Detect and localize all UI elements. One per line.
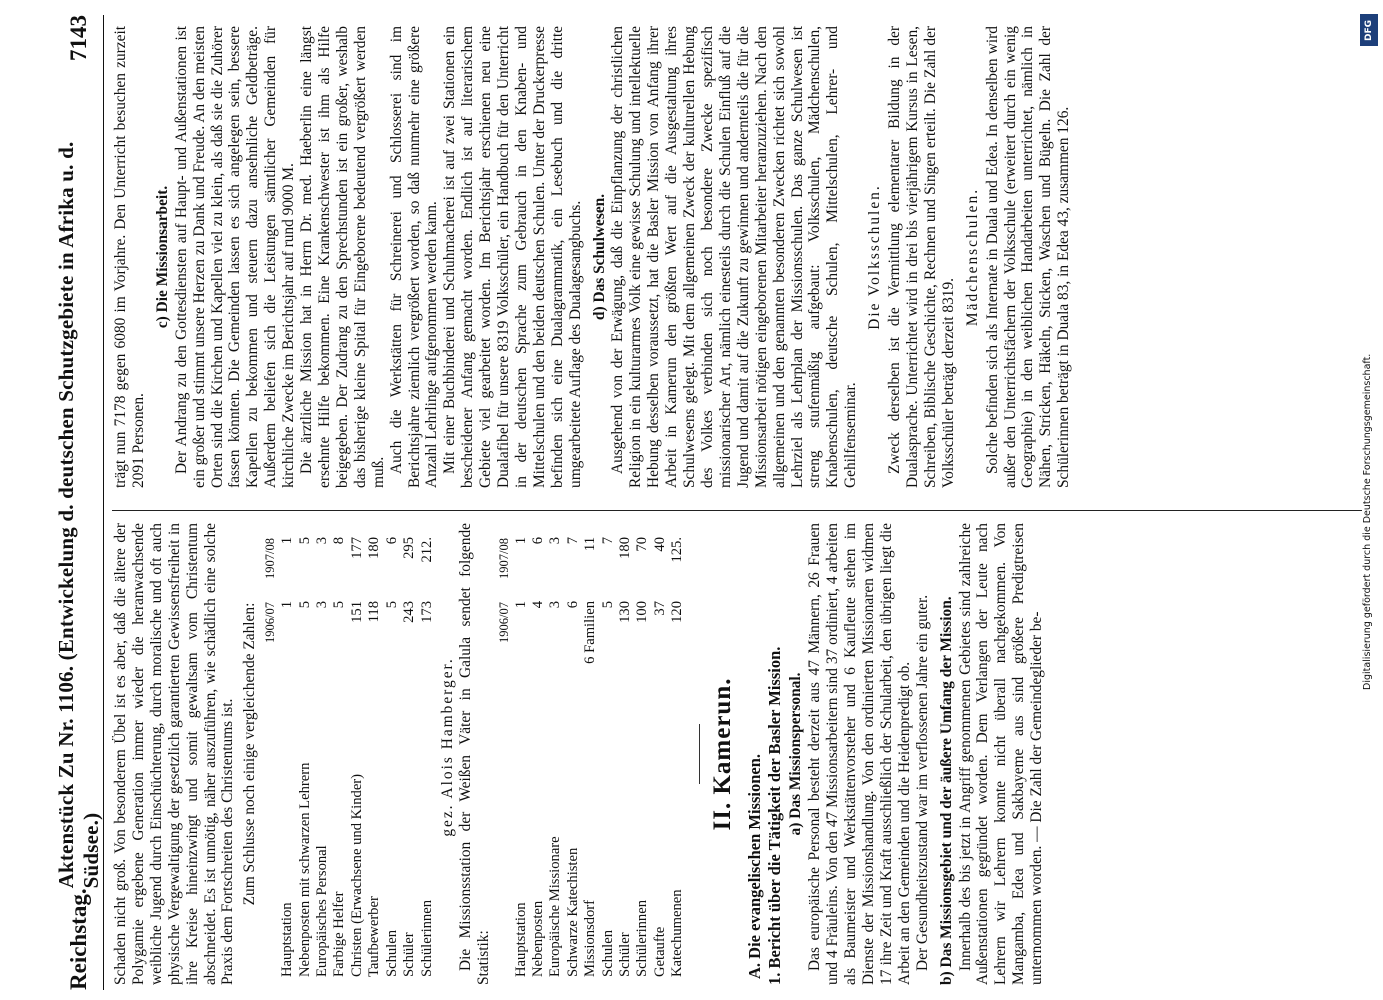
signature: gez. Alois Hamberger. [438, 657, 456, 837]
table-row: Schüler 130 180 [617, 537, 634, 977]
table-header: 1906/07 [496, 602, 511, 643]
header-left: Reichstag. [66, 888, 91, 990]
left-column [112, 523, 1046, 985]
subheading: a) Das Missionspersonal. [787, 672, 805, 836]
subheading: Die Volksschulen. [866, 184, 884, 330]
paragraph: Zum Schlusse noch einige vergleichende Zahlen: [241, 602, 259, 906]
page-header [55, 15, 104, 990]
paragraph: Solche befinden sich als Internate in Duala und Edea. In denselben wird außer den Unterrichtsfächern der Volksschule (erweitert durch ein wenig Geographie) in den weiblichen Handarbeiten unterrichtet, nämlich in Nähen, Stricken, Häkeln, Sticken, Waschen und Bügeln. Die Zahl der Schülerinnen beträgt in Duala 83, in Edea 43, zusammen 126. [983, 26, 1073, 488]
table-row: Schülerinnen 100 70 [634, 537, 651, 977]
table-row: Taufbewerber 118 180 [366, 537, 383, 977]
paragraph: Der Gesundheitszustand war im verflossenen Jahre ein guter. [913, 594, 931, 971]
table-row: Farbige Helfer 5 8 [331, 537, 348, 977]
table-header: 1906/07 [263, 602, 278, 643]
table-row: Katechumenen 120 125. [669, 537, 686, 977]
paragraph: Auch die Werkstätten für Schreinerei und Schlosserei sind im Berichtsjahre ziemlich vergrößert worden, so daß nunmehr eine größere Anzahl Lehrlinge aufgenommen werden kann. [387, 26, 441, 488]
right-column [112, 26, 1073, 488]
paragraph: Zweck derselben ist die Vermittlung elementarer Bildung in der Dualasprache. Unterrichtet wird in drei bis vierjährigem Kursus in Lesen, Schreiben, Biblische Geschichte, Rechnen und Singen erteilt. Die Zahl der Volksschüler beträgt derzeit 8319. [886, 26, 957, 488]
subheading: b) Das Missionsgebiet und der äußere Umfang der Mission. [937, 596, 955, 985]
separator [699, 724, 700, 784]
digitization-credit [1359, 10, 1379, 990]
table-header: 1907/08 [263, 538, 278, 579]
table-row: Christen (Erwachsene und Kinder) 151 177 [348, 537, 365, 977]
paragraph: trägt nun 7178 gegen 6080 im Vorjahre. Den Unterricht besuchen zurzeit 2091 Personen. [112, 26, 147, 488]
paragraph: Die Missionsstation der Weißen Väter in Galula sendet folgende Statistik: [456, 523, 492, 985]
paragraph: Schaden nicht groß. Von besonderem Übel ist es aber, daß die ältere der Polygamie ergebene Generation immer wieder die heranwachsende weibliche Jugend durch Einschüchterung, durch moralische und oft auch physische Vergewaltigung der gesetzlich garantierten Gewissensfreiheit in ihre Kreise hineinzwingt und somit gewaltsam vom Christentum abschneidet. Es ist unnötig, näher auszuführen, wie schädlich eine solche Praxis dem Fortschreiten des Christentums ist. [112, 523, 237, 985]
table-row: Schulen 5 7 [599, 537, 616, 977]
paragraph: Die ärztliche Mission hat in Herrn Dr. med. Haeberlin eine längst ersehnte Hilfe bekommen. Eine Krankenschwester ist ihm als Hilfe beigegeben. Der Zudrang zu den Sprechstunden ist ein großer, weshalb das bisherige kleine Spital für Eingeborene bedeutend vergrößert werden muß. [298, 26, 387, 488]
table-row: Schulen 5 6 [383, 537, 400, 977]
table-row: Nebenposten mit schwarzen Lehrern 5 5 [296, 537, 313, 977]
statistics-table-2 [496, 537, 687, 977]
paragraph: Ausgehend von der Erwägung, daß die Einpflanzung der christlichen Religion in ein kulturarmes Volk eine gewisse Schulung und intellektuelle Hebung desselben voraussetzt, hat die Basler Mission von Anfang ihrer Arbeit in Kamerun den größten Wert auf die Ausgestaltung ihres Schulwesens gelegt. Mit dem allgemeinen Zweck der kulturellen Hebung des Volkes verbinden sich noch besondere Zwecke spezifisch missionarischer Art, nämlich einesteils durch die Schulen Einfluß auf die Jugend und damit auf die Zukunft zu gewinnen und andernteils die für die Missionsarbeit nötigen eingeborenen Mitarbeiter heranzuziehen. Nach den allgemeinen und den genannten besonderen Zwecken richtet sich sowohl Lehrziel als Lehrplan der Missionsschulen. Das ganze Schulwesen ist streng stufenmäßig aufgebaut: Volksschulen, Mädchenschulen, Knabenschulen, deutsche Schulen, Mittelschulen, Lehrer- und Gehilfenseminar. [609, 26, 860, 488]
header-title: Aktenstück Zu Nr. 1106. (Entwickelung d. deutschen Schutzgebiete in Afrika u. d. Südsee.) [54, 141, 103, 889]
table-row: Hauptstation 1 1 [512, 537, 529, 977]
table-row: Schülerinnen 173 212. [418, 537, 435, 977]
table-row: Schüler 243 295 [401, 537, 418, 977]
paragraph: Innerhalb des bis jetzt in Angriff genommenen Gebietes sind zahlreiche Außenstationen gegründet worden. Dem Verlangen der Leute nach Lehrern wir Lehrern konnte nicht überall nachgekommen. Von Mangamba, Edea und Sakbayeme aus sind größere Predigtreisen unternommen worden. — Die Zahl der Gemeindeglieder be- [956, 523, 1046, 985]
table-header: 1907/08 [496, 538, 511, 579]
dfg-logo: DFG [1360, 14, 1378, 46]
subheading: Mädchenschulen. [963, 187, 981, 327]
table-row: Missionsdorf 6 Familien 11 [582, 537, 599, 977]
paragraph: Der Andrang zu den Gottesdiensten auf Haupt- und Außenstationen ist ein großer und stimmt unsere Herzen zu Dank und Freude. An den meisten Orten sind die Kirchen und Kapellen viel zu klein, als daß sie die Zuhörer fassen könnten. Die Gemeinden lassen es sich angelegen sein, bessere Kapellen zu bekommen und steuern dazu ansehnliche Geldbeträge. Außerdem beliefen sich die Leistungen sämtlicher Gemeinden für kirchliche Zwecke im Berichtsjahr auf rund 9000 M. [172, 26, 298, 488]
credit-text: Digitalisierung gefördert durch die Deutsche Forschungsgemeinschaft. [1362, 353, 1373, 690]
page-number: 7143 [66, 15, 91, 61]
table-row: Nebenposten 4 6 [530, 537, 547, 977]
table-row: Schwarze Katechisten 6 7 [564, 537, 581, 977]
paragraph: Das europäische Personal besteht derzeit aus 47 Männern, 26 Frauen und 4 Fräuleins. Von den 47 Missionsarbeitern sind 37 ordiniert, 4 arbeiten als Baumeister und Werkstättenvorsteher und 6 Kaufleute stehen im Dienste der Missionshandlung. Von den ordinierten Missionaren widmen 17 ihre Zeit und Kraft ausschließlich der Schularbeit, den übrigen liegt die Arbeit an den Gemeinden und die Heidenpredigt ob. [806, 523, 913, 985]
table-row: Europäische Missionare 3 3 [547, 537, 564, 977]
subheading: c) Die Missionsarbeit. [153, 185, 171, 329]
table-row: Europäisches Personal 3 3 [314, 537, 331, 977]
table-row: Hauptstation 1 1 [279, 537, 296, 977]
paragraph: Mit einer Buchbinderei und Schuhmacherei ist auf zwei Stationen ein bescheidener Anfang gemacht worden. Endlich ist auf literarischem Gebiete viel gearbeitet worden. Im Berichtsjahr erschienen neu eine Dualafibel für unsere 8319 Volksschüler, ein Handbuch für den Unterricht in der deutschen Sprache zum Gebrauch in den Knaben- und Mittelschulen und den beiden deutschen Schulen. Unter der Druckerpresse befinden sich eine Dualagrammatik, ein Lesebuch und die dritte umgearbeitete Auflage des Dualagesangbuchs. [441, 26, 584, 488]
subheading: d) Das Schulwesen. [590, 193, 608, 321]
column-divider [112, 510, 1362, 511]
table-row: Getaufte 37 40 [651, 537, 668, 977]
heading: A. Die evangelischen Missionen. [744, 753, 764, 979]
section-title: II. Kamerun. [708, 677, 736, 831]
heading: 1. Bericht über die Tätigkeit der Basler Mission. [764, 646, 784, 985]
statistics-table-1 [262, 537, 436, 977]
